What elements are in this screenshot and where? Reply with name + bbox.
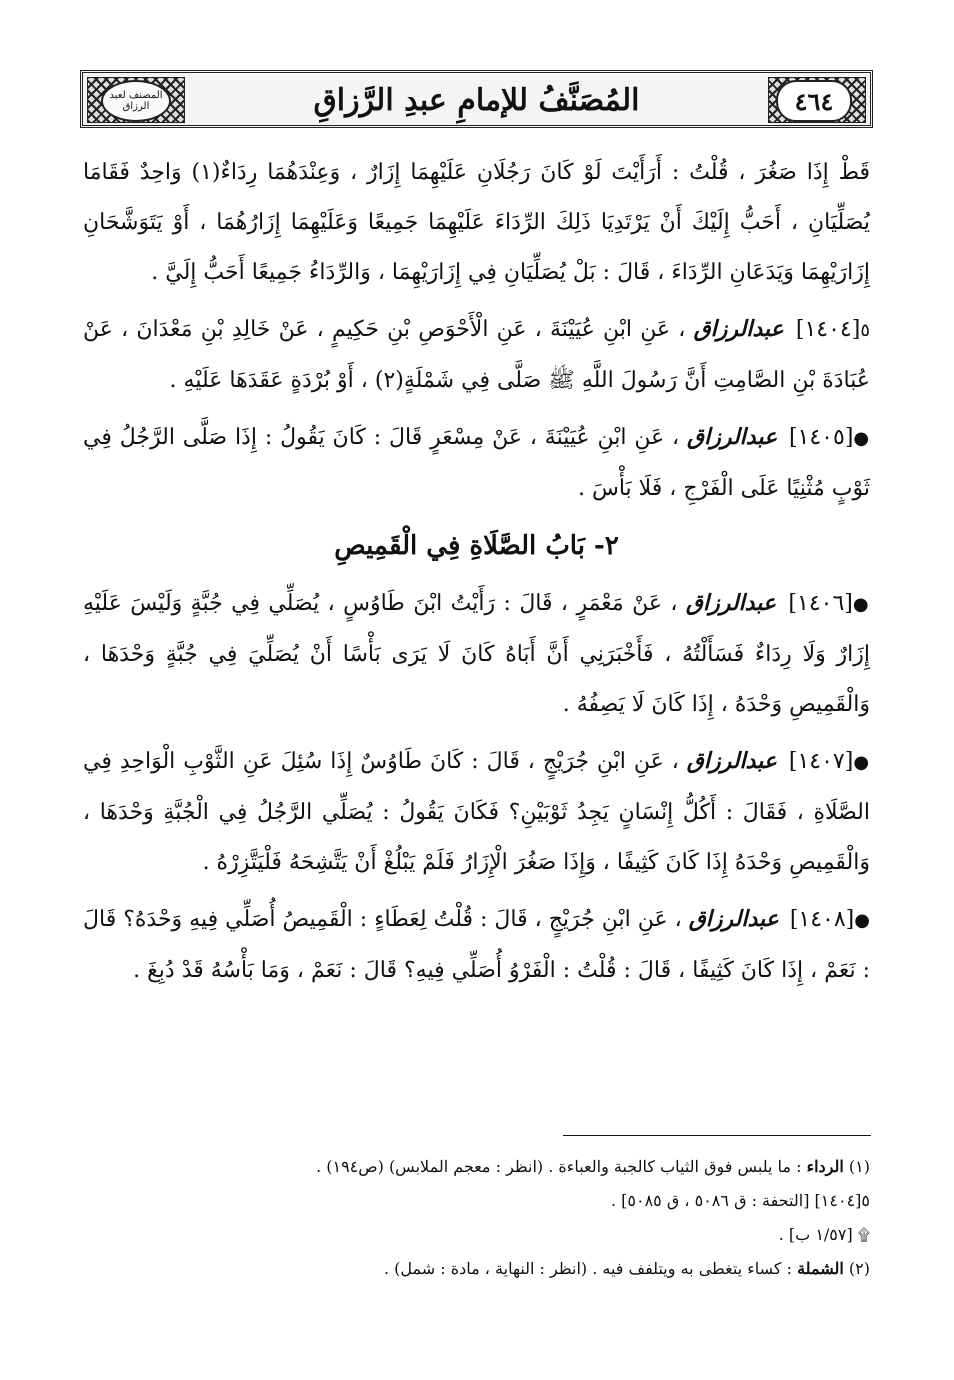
hadith-number: [١٤٠٤] [795,317,861,342]
hadith-marker: ● [852,594,870,615]
narrator-name: عبدالرزاق [685,590,776,616]
footnote-manuscript [83,1218,870,1252]
book-emblem: المصنف لعبد الرزاق [101,80,171,122]
hadith-1406 [83,578,870,730]
footnote-text: : كساء يتغطى به ويتلفف فيه . (انظر : النهاية ، مادة : شمل) . [384,1259,792,1278]
book-title: المُصَنَّفُ للإمامِ عبدِ الرَّزاقِ [313,82,640,118]
main-text [83,148,870,996]
footnote-prefix: ٥[١٤٠٤] [814,1191,870,1210]
narrator-name: عبدالرزاق [693,316,784,342]
footnote-prefix: ۩ [857,1225,870,1244]
footnote-prefix: (٢) [848,1259,870,1278]
footnote-1 [83,1150,870,1184]
footnote-term: الرداء [806,1157,844,1176]
footnote-separator [563,1135,871,1136]
hadith-text: ، عَنِ ابْنِ جُرَيْجٍ ، قَالَ : كَانَ طَاوُسٌ إِذَا سُئِلَ عَنِ الثَّوْبِ الْوَاحِدِ فِي الصَّلَاةِ ، فَقَالَ : أَكُلُّ إِنْسَانٍ يَجِدُ ثَوْبَيْنِ؟ فَكَانَ يَقُولُ : يُصَلِّي الرَّجُلُ فِي الْجُبَّةِ وَحْدَهَا ، وَالْقَمِيصِ وَحْدَهُ إِذَا كَانَ كَثِيفًا ، وَإِذَا صَغُرَ الْإِزَارُ فَلَمْ يَبْلُغْ أَنْ يَتَّشِحَهُ فَلْيَتَّزِرْهُ . [83,749,870,875]
hadith-marker: ٥ [860,320,871,341]
running-header [80,70,873,128]
hadith-1407 [83,736,870,888]
hadith-marker: ● [853,428,870,449]
footnotes [83,1150,870,1286]
hadith-number: [١٤٠٥] [788,425,854,450]
hadith-1404 [83,304,870,406]
hadith-text: ، عَنْ مَعْمَرٍ ، قَالَ : رَأَيْتُ ابْنَ طَاوُسٍ ، يُصَلِّي فِي جُبَّةٍ وَلَيْسَ عَلَيْهِ إِزَارٌ وَلَا رِدَاءٌ فَسَأَلْتُهُ ، فَأَخْبَرَنِي أَنَّ أَبَاهُ كَانَ لَا يَرَى بَأْسًا أَنْ يُصَلِّيَ فِي جُبَّةٍ وَحْدَهَا ، وَالْقَمِيصِ وَحْدَهُ ، إِذَا كَانَ لَا يَصِفُهُ . [83,591,870,717]
hadith-1408 [83,894,870,996]
hadith-marker: ● [854,910,870,931]
footnote-text: [١/٥٧ ب] . [778,1225,853,1244]
narrator-name: عبدالرزاق [687,424,778,450]
hadith-1405 [83,412,870,514]
footnote-prefix: (١) [848,1157,870,1176]
hadith-number: [١٤٠٧] [788,749,854,774]
narrator-name: عبدالرزاق [686,748,777,774]
footnote-2 [83,1252,870,1286]
continued-paragraph: قَطْ إِذَا صَغُرَ ، قُلْتُ : أَرَأَيْتَ لَوْ كَانَ رَجُلَانِ عَلَيْهِمَا إِزَارٌ ، وَعِنْدَهُمَا رِدَاءٌ(١) وَاحِدٌ فَقَامَا يُصَلِّيَانِ ، أَحَبُّ إِلَيْكَ أَنْ يَرْتَدِيَا ذَلِكَ الرِّدَاءَ عَلَيْهِمَا جَمِيعًا وَعَلَيْهِمَا إِزَارُهُمَا ، أَوْ يَتَوَشَّحَانِ إِزَارَيْهِمَا وَيَدَعَانِ الرِّدَاءَ ، قَالَ : بَلْ يُصَلِّيَانِ فِي إِزَارَيْهِمَا ، وَالرِّدَاءُ جَمِيعًا أَحَبُّ إِلَيَّ . [83,160,870,285]
footnote-term: الشملة [797,1259,844,1278]
footnote-text: [التحفة : ق ٥٠٨٦ ، ق ٥٠٨٥] . [610,1191,810,1210]
hadith-marker: ● [853,752,870,773]
narrator-name: عبدالرزاق [688,906,779,932]
chapter-heading: ٢- بَابُ الصَّلَاةِ فِي الْقَمِيصِ [334,531,619,561]
hadith-text: ، عَنِ ابْنِ جُرَيْجٍ ، قَالَ : قُلْتُ لِعَطَاءٍ : الْقَمِيصُ أُصَلِّي فِيهِ وَحْدَهُ؟ قَالَ : نَعَمْ ، إِذَا كَانَ كَثِيفًا ، قَالَ : قُلْتُ : الْفَرْوُ أُصَلِّي فِيهِ؟ قَالَ : نَعَمْ ، وَمَا بَأْسُهُ قَدْ دُبِغَ . [83,907,870,983]
hadith-text: ، عَنِ ابْنِ عُيَيْنَةَ ، عَنِ الْأَحْوَصِ بْنِ حَكِيمٍ ، عَنْ خَالِدِ بْنِ مَعْدَانَ ، عَنْ عُبَادَةَ بْنِ الصَّامِتِ أَنَّ رَسُولَ اللَّهِ ﷺ صَلَّى فِي شَمْلَةٍ(٢) ، أَوْ بُرْدَةٍ عَقَدَهَا عَلَيْهِ . [83,317,870,393]
page-number: ٤٦٤ [776,80,852,122]
hadith-text: ، عَنِ ابْنِ عُيَيْنَةَ ، عَنْ مِسْعَرٍ قَالَ : كَانَ يَقُولُ : إِذَا صَلَّى الرَّجُلُ فِي ثَوْبٍ مُثْنِيًا عَلَى الْفَرْجِ ، فَلَا بَأْسَ . [83,425,870,501]
hadith-number: [١٤٠٦] [788,591,853,616]
hadith-number: [١٤٠٨] [789,907,855,932]
footnote-text: : ما يلبس فوق الثياب كالجبة والعباءة . (انظر : معجم الملابس) (ص١٩٤) . [316,1157,802,1176]
footnote-tuhfa [83,1184,870,1218]
